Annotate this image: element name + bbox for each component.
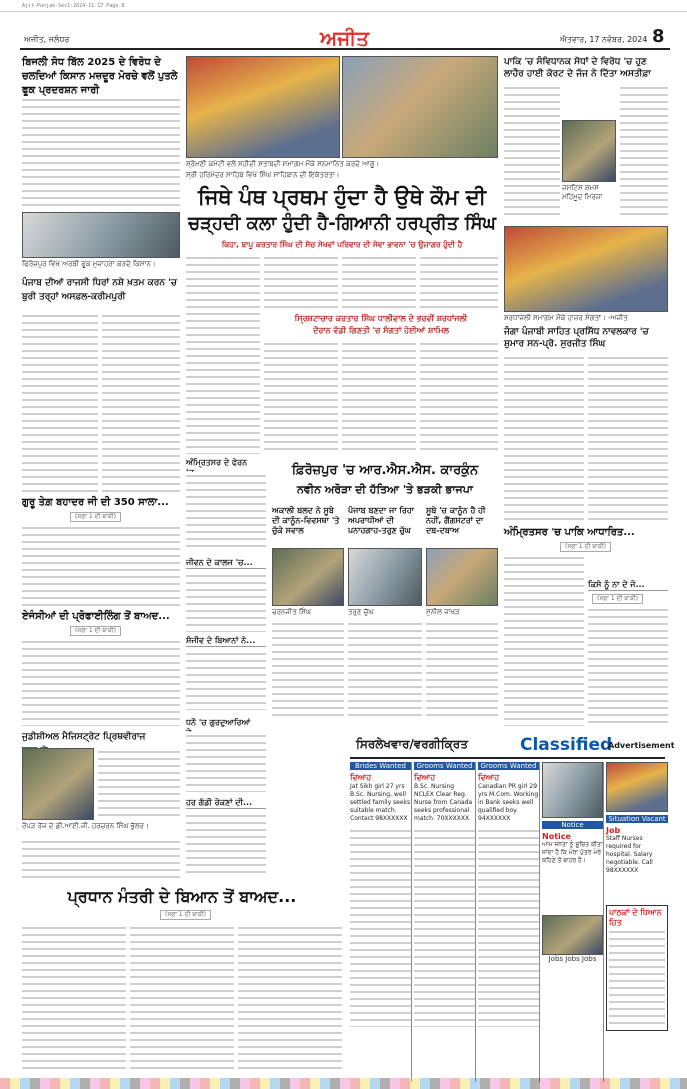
classified-sub: Advertisement (608, 741, 675, 750)
right-headline-1: ਪਾਕਿ 'ਚ ਸੰਵਿਧਾਨਕ ਸੋਧਾਂ ਦੇ ਵਿਰੋਧ 'ਚ ਹੁਣ ਲਾਹੌਰ ਹਾਈ ਕੋਰਟ ਦੇ ਜੱਜ ਨੇ ਦਿੱਤਾ ਅਸਤੀਫ਼ਾ (504, 57, 651, 79)
right-photo (504, 226, 668, 312)
col1-text-5 (98, 748, 180, 820)
main-text-1 (186, 254, 260, 454)
main-text-4 (420, 254, 498, 312)
main-headline-line1: ਜਿਥੇ ਪੰਥ ਪ੍ਰਥਮ ਹੁੰਦਾ ਹੈ ਉਥੇ ਕੌਮ ਦੀ (197, 185, 487, 209)
col1-headline-1: ਬਿਜਲੀ ਸੋਧ ਬਿੱਲ 2025 ਦੇ ਵਿਰੋਧ ਦੇ ਚਲਦਿਆਂ ਕਿਸਾਨ ਮਜ਼ਦੂਰ ਮੋਰਚੇ ਵਲੋਂ ਪੁਤਲੇ ਫੂਕ ਪ੍ਰਦਰਸ਼ਨ ਜਾਰੀ (22, 57, 178, 96)
classified-col-title: Grooms Wanted (414, 762, 475, 770)
right-photo-caption: ਸ਼ਰਧਾਂਜਲੀ ਸਮਾਗਮ ਮੌਕੇ ਹਾਜ਼ਰ ਸੰਗਤਾਂ। -ਅਜੀਤ (504, 314, 628, 322)
right-cont: (ਸਫ਼ਾ 1 ਦੀ ਬਾਕੀ) (560, 542, 611, 552)
classified-col-1 (350, 762, 412, 1082)
nurse-graphic (606, 762, 668, 812)
classified-col-3 (478, 762, 540, 1082)
col1-text-2a (22, 312, 98, 492)
right-portrait-caption: ਜਸਟਿਸ ਸ਼ਮਸ ਮਹਿਮੂਦ ਮਿਰਜ਼ਾ (562, 184, 603, 201)
col1-text-3 (22, 524, 180, 606)
mid-text-3 (186, 650, 266, 710)
col1-headline-2: ਪੰਜਾਬ ਦੀਆਂ ਰਾਜਸੀ ਧਿਰਾਂ ਨਸ਼ੇ ਖ਼ਤਮ ਕਰਨ 'ਚ ਬੁਰੀ ਤਰ੍ਹਾਂ ਅਸਫ਼ਲ-ਕਰੀਮਪੁਰੀ (22, 278, 177, 302)
notice-graphic (542, 762, 603, 818)
main-text-5 (264, 340, 338, 454)
right-headline-3: ਅੰਮ੍ਰਿਤਸਰ 'ਚ ਪਾਕਿ ਆਧਾਰਿਤ... (504, 527, 635, 538)
color-registration-bar (0, 1078, 687, 1089)
classified-col-title: Brides Wanted (350, 762, 411, 770)
col1-headline-5: ਜੁਡੀਸ਼ੀਅਲ ਮੈਜਿਸਟ੍ਰੇਟ ਪ੍ਰਿਥਵੀਰਾਜ (22, 732, 146, 742)
three-col-name-1: ਚਰਨਜੀਤ ਸਿੰਘ (272, 608, 311, 616)
three-col-text-2 (348, 620, 422, 720)
readers-text (609, 928, 665, 1028)
col1-headline-4: ਏਜੰਸੀਆਂ ਦੀ ਪ੍ਰੋਫਾਈਲਿੰਗ ਤੋਂ ਬਾਅਦ... (22, 611, 170, 622)
three-col-name-3: ਸੁਨੀਲ ਜਾਖੜ (426, 608, 460, 616)
classified-filler (414, 827, 475, 1027)
classified-col-4 (542, 762, 604, 1082)
main-headline-line2: ਚੜ੍ਹਦੀ ਕਲਾ ਹੁੰਦੀ ਹੈ-ਗਿਆਨੀ ਹਰਪ੍ਰੀਤ ਸਿੰਘ (188, 213, 496, 234)
col1-text-2b (102, 312, 180, 492)
ferozepur-line2: ਨਵੀਨ ਅਰੋੜਾ ਦੀ ਹੱਤਿਆ 'ਤੇ ਭੜਕੀ ਭਾਜਪਾ (297, 483, 473, 496)
right-portrait (562, 120, 616, 182)
classified-ad-text: Canadian PR girl 29 yrs M.Com. Working in Bank seeks well qualified boy. 94XXXXXX (478, 783, 539, 822)
label-har: ਹਰ ਗੱਡੀ ਰੋਕਣਾਂ ਦੀ... (186, 798, 266, 809)
three-col-head-1: ਅਕਾਲੀ ਬਲਦ ਨੇ ਸੂਬੇ ਦੀ ਕਾਨੂੰਨ-ਵਿਵਸਥਾ 'ਤੇ ਚੁੱਕੇ ਸਵਾਲ (272, 506, 340, 535)
classified-ad-text: ਆਮ ਜਨਤਾ ਨੂੰ ਸੂਚਿਤ ਕੀਤਾ ਜਾਂਦਾ ਹੈ ਕਿ ਮੇਰਾ ਪੁੱਤਰ ਮੇਰੇ ਕਹਿਣੇ ਤੋਂ ਬਾਹਰ ਹੈ। (542, 841, 603, 864)
classified-brand: ਵਿਆਹ (350, 773, 372, 782)
three-col-text-1 (272, 620, 344, 720)
three-col-photo-3 (426, 548, 498, 606)
three-col-head-3: ਸੂਬੇ 'ਚ ਕਾਨੂੰਨ ਹੈ ਹੀ ਨਹੀਂ, ਗੈਂਗਸਟਰਾਂ ਦਾ ਦਬ-ਦਬਾਅ (426, 506, 486, 535)
classified-english: Classified (520, 735, 613, 755)
three-col-head-2: ਪੰਜਾਬ ਬਣਦਾ ਜਾ ਰਿਹਾ ਅਪਰਾਧੀਆਂ ਦੀ ਪਨਾਹਗਾਹ-ਤਰੁਣ ਚੁੱਘ (348, 506, 415, 535)
right-headline-2: ਜੰਗਾ ਪੰਜਾਬੀ ਸਾਹਿਤ ਪ੍ਰਸਿੱਧ ਨਾਵਲਕਾਰ 'ਚ ਸ਼ੁਮਾਰ ਸਨ-ਪ੍ਰੋ. ਸੁਰਜੀਤ ਸਿੰਘ (504, 327, 649, 349)
mid-text-5 (186, 812, 266, 878)
classified-ad-text: Staff Nurses required for hospital. Salary negotiable. Call 98XXXXXX (606, 835, 653, 874)
classified-col-title: Notice (542, 821, 603, 829)
masthead (20, 28, 670, 50)
label-sanjeev: ਸੰਜੀਵ ਦੇ ਬਿਆਨਾਂ ਨੇ... (186, 636, 266, 647)
label-dhan: ਧਨੌ 'ਚ ਗੁਰਦੁਆਰਿਆਂ (186, 718, 266, 739)
main-text-2 (264, 254, 338, 312)
pm-cont: (ਸਫ਼ਾ 1 ਦੀ ਬਾਕੀ) (160, 910, 211, 920)
classified-col-title: Situation Vacant (606, 815, 668, 823)
main-headline-subline: ਕਿਹਾ, ਬਾਪੂ ਕਰਤਾਰ ਸਿੰਘ ਦੀ ਸੋਚ ਸੇਖਵਾਂ ਪਰਿਵਾਰ ਦੀ ਸੇਵਾ ਭਾਵਨਾ 'ਚ ਉਜਾਗਰ ਹੁੰਦੀ ਹੈ (221, 240, 463, 249)
right-text-4 (588, 354, 668, 522)
page-number: 8 (652, 26, 665, 47)
col1-cont-1: (ਸਫ਼ਾ 1 ਦੀ ਬਾਕੀ) (70, 512, 121, 522)
jobs-graphic (542, 915, 603, 955)
col1-text-1 (22, 96, 180, 208)
col1-photo-caption: ਫਿਰੋਜ਼ਪੁਰ ਵਿਖੇ ਅਰਥੀ ਫੂਕ ਮੁਜ਼ਾਹਰਾ ਕਰਦੇ ਕਿਸਾਨ। (22, 260, 156, 268)
classified-brand: Job (606, 826, 621, 835)
masthead-date: ਐਤਵਾਰ, 17 ਨਵੰਬਰ, 2024 (560, 35, 648, 44)
inset-line1: ਸ੍ਰਿਸ਼ਟਾਚਾਰ ਕਰਤਾਰ ਸਿੰਘ ਧਾਲੀਵਾਲ ਦੇ ਭਰਵੀਂ ਸ਼ਰਧਾਂਜਲੀ (294, 314, 468, 323)
right-text-6 (588, 606, 668, 726)
label-jeevan: ਜੀਵਨ ਦੇ ਕਾਲਜ 'ਚ... (186, 558, 266, 569)
masthead-title: ਅਜੀਤ (320, 26, 370, 50)
main-text-7 (420, 340, 498, 454)
col1-text-6 (22, 838, 180, 878)
trim-line: Ajit-Punjab-Sec1-2024-11-17 Page 8 (0, 0, 687, 12)
three-col-photo-2 (348, 548, 422, 606)
classified-brand: Notice (542, 832, 571, 841)
col1-portrait (22, 748, 94, 820)
col1-cont-2: (ਸਫ਼ਾ 1 ਦੀ ਬਾਕੀ) (70, 626, 121, 636)
pm-text-1 (22, 924, 126, 1074)
right-text-2 (620, 84, 668, 220)
pm-headline: ਪ੍ਰਧਾਨ ਮੰਤਰੀ ਦੇ ਬਿਆਨ ਤੋਂ ਬਾਅਦ... (67, 887, 297, 906)
top-photo-1 (186, 56, 340, 158)
three-col-photo-1 (272, 548, 344, 606)
masthead-left: ਅਜੀਤ, ਜਲੰਧਰ (24, 35, 70, 44)
ferozepur-line1: ਫ਼ਿਰੋਜ਼ਪੁਰ 'ਚ ਆਰ.ਐਸ.ਐਸ. ਕਾਰਕੁੰਨ (291, 463, 479, 478)
classified-filler (478, 827, 539, 1027)
readers-title: ਪਾਠਕਾਂ ਦੇ ਧਿਆਨ ਹਿਤ (609, 908, 662, 927)
col1-text-4 (22, 638, 180, 726)
classified-filler (350, 827, 411, 1027)
mid-text-1 (186, 472, 266, 552)
main-text-6 (342, 340, 416, 454)
right-text-5 (504, 554, 584, 726)
classified-brand: ਵਿਆਹ (414, 773, 436, 782)
right-text-3 (504, 354, 584, 522)
right-headline-4: ਕਿਸੇ ਨੂੰ ਨਾ ਦੇ ਜੋ... (588, 580, 668, 591)
pm-text-3 (238, 924, 342, 1074)
col1-portrait-caption: ਰੋਪੜ ਰੇਂਜ ਦੇ ਡੀ.ਆਈ.ਜੀ. ਹਰਚਰਨ ਸਿੰਘ ਭੁੱਲਰ। (22, 822, 149, 830)
col1-headline-3: ਗੁਰੂ ਤੇਗ਼ ਬਹਾਦਰ ਜੀ ਦੀ 350 ਸਾਲਾ... (22, 497, 169, 508)
main-text-3 (342, 254, 416, 312)
classified-col-5 (606, 762, 668, 1082)
classified-header (350, 733, 675, 759)
label-amritsar: ਅੰਮ੍ਰਿਤਸਰ ਦੇ ਫੇਰਨ (186, 458, 266, 479)
classified-ad-text: Jat Sikh girl 27 yrs B.Sc. Nursing, well settled family seeks suitable match. Contact 98XXXXXX (350, 783, 411, 822)
three-col-text-3 (426, 620, 498, 720)
readers-box (606, 905, 668, 1031)
classified-col-title: Grooms Wanted (478, 762, 539, 770)
top-photo-2 (342, 56, 498, 158)
classified-col-2 (414, 762, 476, 1082)
classified-punjabi: ਸਿਰਲੇਖਵਾਰ/ਵਰਗੀਕ੍ਰਿਤ (356, 737, 468, 751)
mid-text-4 (186, 732, 266, 792)
top-photo-caption-1: ਸ਼੍ਰੋਮਣੀ ਕਮੇਟੀ ਵਲੋਂ ਸ਼ਹੀਦੀ ਸ਼ਤਾਬਦੀ ਸਮਾਗਮ ਮੌਕੇ ਸਨਮਾਨਿਤ ਕਰਦੇ ਆਗੂ। (186, 160, 380, 168)
jobs-caption: Jobs Jobs Jobs (548, 955, 597, 963)
three-col-name-2: ਤਰੁਣ ਚੁੱਘ (348, 608, 374, 616)
pm-text-2 (130, 924, 234, 1074)
mid-text-2 (186, 572, 266, 632)
right-cont-2: (ਸਫ਼ਾ 1 ਦੀ ਬਾਕੀ) (592, 594, 643, 604)
inset-line2: ਦੌਰਾਨ ਵੱਡੀ ਗਿਣਤੀ 'ਚ ਸੰਗਤਾਂ ਹੋਈਆਂ ਸ਼ਾਮਿਲ (313, 326, 449, 335)
right-text-1 (504, 84, 560, 220)
classified-ad-text: B.Sc. Nursing NCLEX Clear Reg. Nurse from Canada seeks professional match. 70XXXXXX (414, 783, 473, 822)
top-photo-caption-2: ਸ੍ਰੀ ਹਰਿਮੰਦਰ ਸਾਹਿਬ ਵਿਖੇ ਸਿੰਘ ਸਾਹਿਬਾਨ ਦੀ ਇਕੱਤਰਤਾ। (186, 171, 340, 179)
classified-brand: ਵਿਆਹ (478, 773, 500, 782)
col1-photo-1 (22, 212, 180, 258)
